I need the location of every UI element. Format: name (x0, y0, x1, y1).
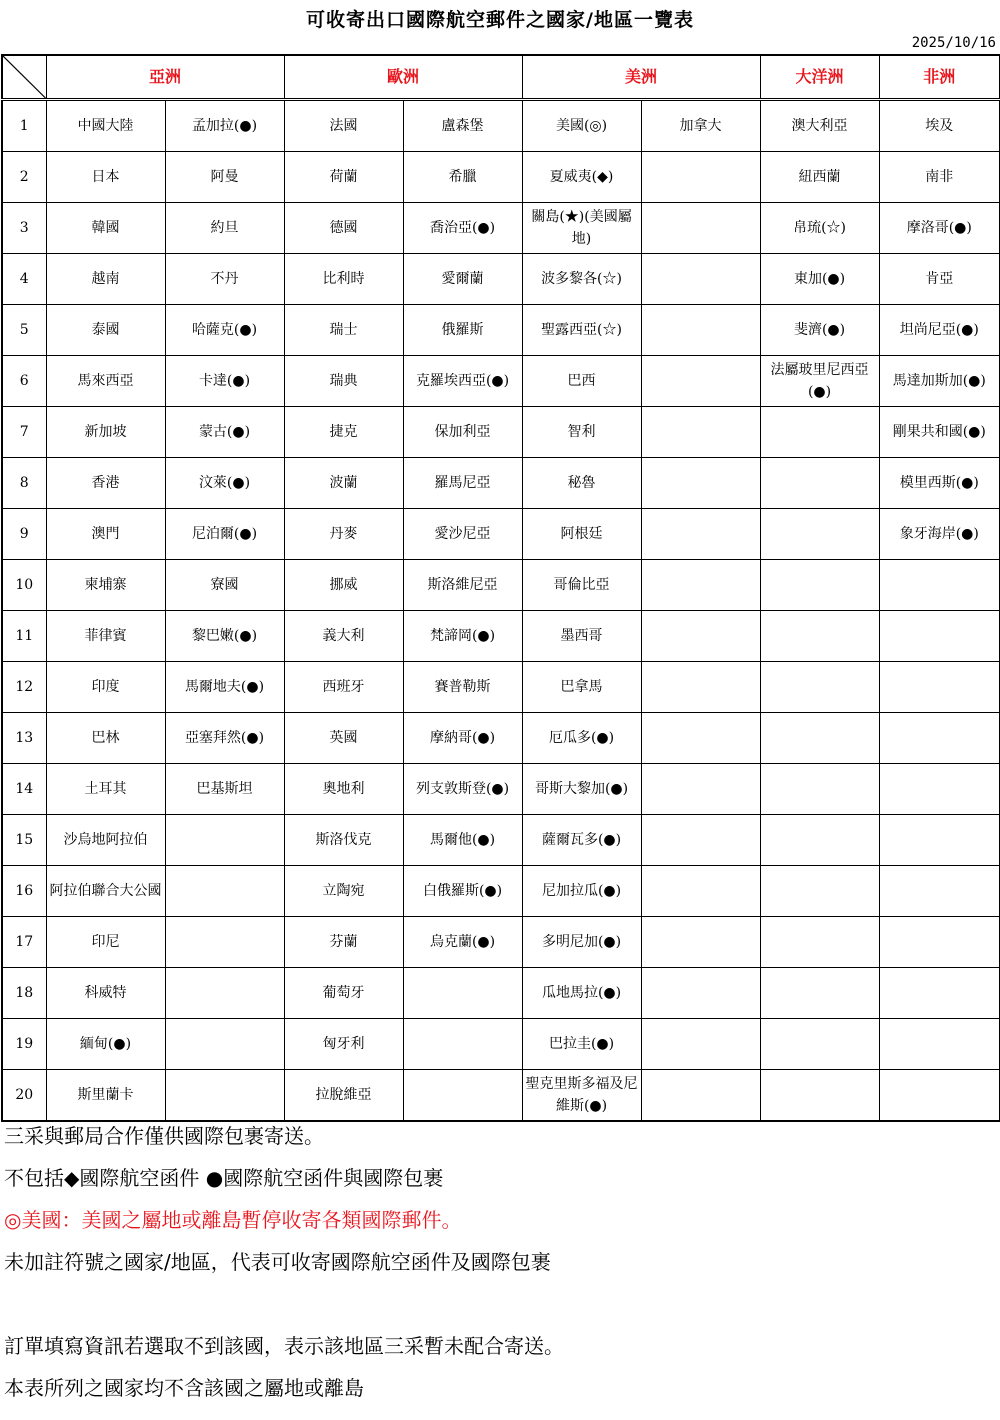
country-cell: 墨西哥 (522, 611, 641, 662)
row-number: 12 (2, 662, 46, 713)
row-number: 14 (2, 764, 46, 815)
country-cell: 泰國 (46, 305, 165, 356)
table-row (2, 713, 1000, 764)
country-cell (641, 815, 760, 866)
country-cell: 智利 (522, 407, 641, 458)
country-cell: 葡萄牙 (284, 968, 403, 1019)
country-cell: 寮國 (165, 560, 284, 611)
country-cell: 汶萊(●) (165, 458, 284, 509)
country-cell: 哥倫比亞 (522, 560, 641, 611)
country-cell: 東加(●) (760, 254, 879, 305)
country-cell: 阿根廷 (522, 509, 641, 560)
header-row (2, 55, 1000, 100)
country-cell (879, 662, 1000, 713)
country-cell: 夏威夷(◆) (522, 152, 641, 203)
country-cell: 卡達(●) (165, 356, 284, 407)
country-cell (760, 1019, 879, 1070)
country-cell: 韓國 (46, 203, 165, 254)
country-cell: 新加坡 (46, 407, 165, 458)
country-cell (760, 917, 879, 968)
note-1: 三采與郵局合作僅供國際包裹寄送。 (4, 1124, 324, 1148)
table-row (2, 1070, 1000, 1122)
row-number: 3 (2, 203, 46, 254)
header-oceania: 大洋洲 (760, 55, 879, 100)
country-cell (879, 713, 1000, 764)
country-cell: 馬爾地夫(●) (165, 662, 284, 713)
country-cell: 尼加拉瓜(●) (522, 866, 641, 917)
diagonal-line-icon (3, 56, 46, 98)
country-cell: 斯洛伐克 (284, 815, 403, 866)
page-title: 可收寄出口國際航空郵件之國家/地區一覽表 (306, 9, 694, 31)
country-cell: 香港 (46, 458, 165, 509)
country-cell: 印度 (46, 662, 165, 713)
table-row (2, 407, 1000, 458)
country-cell: 奧地利 (284, 764, 403, 815)
country-cell: 南非 (879, 152, 1000, 203)
country-cell: 列支敦斯登(●) (403, 764, 522, 815)
country-cell: 哥斯大黎加(●) (522, 764, 641, 815)
table-row (2, 254, 1000, 305)
country-cell: 摩洛哥(●) (879, 203, 1000, 254)
country-cell: 丹麥 (284, 509, 403, 560)
country-cell (641, 968, 760, 1019)
header-africa: 非洲 (879, 55, 1000, 100)
country-cell (641, 713, 760, 764)
country-cell (879, 815, 1000, 866)
country-cell: 波蘭 (284, 458, 403, 509)
country-cell: 義大利 (284, 611, 403, 662)
table-row (2, 662, 1000, 713)
table-row (2, 356, 1000, 407)
country-cell (165, 1070, 284, 1122)
country-cell: 斯里蘭卡 (46, 1070, 165, 1122)
country-cell: 羅馬尼亞 (403, 458, 522, 509)
country-cell: 梵諦岡(●) (403, 611, 522, 662)
table-row (2, 152, 1000, 203)
country-cell (165, 815, 284, 866)
country-cell: 法國 (284, 100, 403, 152)
country-cell (760, 662, 879, 713)
country-cell (641, 458, 760, 509)
country-cell (879, 917, 1000, 968)
country-cell: 白俄羅斯(●) (403, 866, 522, 917)
country-cell: 聖露西亞(☆) (522, 305, 641, 356)
country-cell: 巴拿馬 (522, 662, 641, 713)
country-cell: 馬來西亞 (46, 356, 165, 407)
table-row (2, 866, 1000, 917)
header-asia: 亞洲 (46, 55, 284, 100)
country-cell: 厄瓜多(●) (522, 713, 641, 764)
country-cell: 越南 (46, 254, 165, 305)
country-cell: 澳門 (46, 509, 165, 560)
country-cell: 匈牙利 (284, 1019, 403, 1070)
country-cell: 巴基斯坦 (165, 764, 284, 815)
country-cell (760, 1070, 879, 1122)
table-row (2, 458, 1000, 509)
country-cell (760, 509, 879, 560)
row-number: 13 (2, 713, 46, 764)
table-row (2, 1019, 1000, 1070)
country-cell: 坦尚尼亞(●) (879, 305, 1000, 356)
row-number: 11 (2, 611, 46, 662)
country-cell: 愛爾蘭 (403, 254, 522, 305)
country-cell (879, 1070, 1000, 1122)
note-3: ◎美國：美國之屬地或離島暫停收寄各類國際郵件。 (4, 1208, 462, 1232)
country-cell: 澳大利亞 (760, 100, 879, 152)
country-cell (760, 764, 879, 815)
country-cell: 帛琉(☆) (760, 203, 879, 254)
country-cell: 亞塞拜然(●) (165, 713, 284, 764)
country-cell: 喬治亞(●) (403, 203, 522, 254)
country-cell: 馬達加斯加(●) (879, 356, 1000, 407)
row-number: 10 (2, 560, 46, 611)
country-cell: 巴林 (46, 713, 165, 764)
country-cell: 土耳其 (46, 764, 165, 815)
table-row (2, 509, 1000, 560)
table-row (2, 917, 1000, 968)
table-row (2, 968, 1000, 1019)
country-cell (641, 917, 760, 968)
table-row (2, 305, 1000, 356)
table-row (2, 100, 1000, 152)
table-row (2, 764, 1000, 815)
country-cell: 烏克蘭(●) (403, 917, 522, 968)
country-cell: 馬爾他(●) (403, 815, 522, 866)
country-cell: 比利時 (284, 254, 403, 305)
country-cell (879, 560, 1000, 611)
corner-cell (2, 55, 46, 100)
country-cell: 不丹 (165, 254, 284, 305)
date-label: 2025/10/16 (911, 35, 996, 51)
header-americas: 美洲 (522, 55, 760, 100)
country-cell: 賽普勒斯 (403, 662, 522, 713)
country-cell (760, 458, 879, 509)
country-cell: 挪威 (284, 560, 403, 611)
country-cell: 保加利亞 (403, 407, 522, 458)
country-cell: 拉脫維亞 (284, 1070, 403, 1122)
country-cell (760, 407, 879, 458)
country-cell (165, 866, 284, 917)
country-cell: 科威特 (46, 968, 165, 1019)
row-number: 1 (2, 100, 46, 152)
row-number: 19 (2, 1019, 46, 1070)
country-cell: 瑞士 (284, 305, 403, 356)
country-cell (403, 1019, 522, 1070)
country-cell: 克羅埃西亞(●) (403, 356, 522, 407)
note-6: 本表所列之國家均不含該國之屬地或離島 (4, 1376, 364, 1400)
country-cell: 哈薩克(●) (165, 305, 284, 356)
country-cell (641, 764, 760, 815)
country-cell (165, 968, 284, 1019)
country-cell: 柬埔寨 (46, 560, 165, 611)
country-cell: 緬甸(●) (46, 1019, 165, 1070)
country-cell: 愛沙尼亞 (403, 509, 522, 560)
row-number: 2 (2, 152, 46, 203)
country-cell: 孟加拉(●) (165, 100, 284, 152)
country-cell: 紐西蘭 (760, 152, 879, 203)
country-cell: 法屬玻里尼西亞(●) (760, 356, 879, 407)
country-cell: 巴西 (522, 356, 641, 407)
country-cell: 希臘 (403, 152, 522, 203)
country-cell: 尼泊爾(●) (165, 509, 284, 560)
country-cell: 芬蘭 (284, 917, 403, 968)
row-number: 17 (2, 917, 46, 968)
country-cell: 加拿大 (641, 100, 760, 152)
country-cell: 象牙海岸(●) (879, 509, 1000, 560)
country-cell (641, 611, 760, 662)
country-cell: 瑞典 (284, 356, 403, 407)
country-cell: 俄羅斯 (403, 305, 522, 356)
row-number: 18 (2, 968, 46, 1019)
country-cell (641, 560, 760, 611)
table-row (2, 560, 1000, 611)
country-cell (165, 1019, 284, 1070)
country-cell (165, 917, 284, 968)
country-cell (879, 1019, 1000, 1070)
country-cell (641, 254, 760, 305)
country-cell: 日本 (46, 152, 165, 203)
country-cell (879, 611, 1000, 662)
row-number: 20 (2, 1070, 46, 1122)
row-number: 9 (2, 509, 46, 560)
table-row (2, 611, 1000, 662)
country-cell (760, 611, 879, 662)
country-cell (760, 560, 879, 611)
country-cell: 盧森堡 (403, 100, 522, 152)
country-cell (403, 968, 522, 1019)
country-cell (641, 1070, 760, 1122)
country-cell: 阿拉伯聯合大公國 (46, 866, 165, 917)
country-cell: 埃及 (879, 100, 1000, 152)
country-cell: 斯洛維尼亞 (403, 560, 522, 611)
country-cell: 黎巴嫩(●) (165, 611, 284, 662)
table-row (2, 815, 1000, 866)
country-cell: 立陶宛 (284, 866, 403, 917)
row-number: 6 (2, 356, 46, 407)
country-cell: 秘魯 (522, 458, 641, 509)
country-cell (641, 203, 760, 254)
country-cell (641, 1019, 760, 1070)
country-cell: 菲律賓 (46, 611, 165, 662)
country-cell (760, 713, 879, 764)
header-europe: 歐洲 (284, 55, 522, 100)
country-cell (641, 866, 760, 917)
country-cell (641, 356, 760, 407)
row-number: 8 (2, 458, 46, 509)
country-cell: 捷克 (284, 407, 403, 458)
country-cell: 關島(★)(美國屬地) (522, 203, 641, 254)
country-cell (641, 305, 760, 356)
country-cell: 約旦 (165, 203, 284, 254)
country-cell (403, 1070, 522, 1122)
country-cell: 美國(◎) (522, 100, 641, 152)
country-cell (760, 968, 879, 1019)
country-cell: 剛果共和國(●) (879, 407, 1000, 458)
country-cell: 瓜地馬拉(●) (522, 968, 641, 1019)
country-cell: 巴拉圭(●) (522, 1019, 641, 1070)
row-number: 7 (2, 407, 46, 458)
country-cell (879, 866, 1000, 917)
country-cell: 肯亞 (879, 254, 1000, 305)
country-cell (760, 815, 879, 866)
row-number: 4 (2, 254, 46, 305)
country-cell (641, 509, 760, 560)
row-number: 16 (2, 866, 46, 917)
country-cell: 荷蘭 (284, 152, 403, 203)
country-cell: 中國大陸 (46, 100, 165, 152)
note-4: 未加註符號之國家/地區，代表可收寄國際航空函件及國際包裹 (4, 1250, 551, 1274)
country-cell: 蒙古(●) (165, 407, 284, 458)
country-cell: 斐濟(●) (760, 305, 879, 356)
country-cell (879, 968, 1000, 1019)
country-cell: 摩納哥(●) (403, 713, 522, 764)
country-cell: 波多黎各(☆) (522, 254, 641, 305)
country-cell: 西班牙 (284, 662, 403, 713)
country-cell (641, 407, 760, 458)
country-cell: 薩爾瓦多(●) (522, 815, 641, 866)
country-cell: 德國 (284, 203, 403, 254)
country-cell (641, 662, 760, 713)
row-number: 5 (2, 305, 46, 356)
country-cell: 模里西斯(●) (879, 458, 1000, 509)
country-cell: 英國 (284, 713, 403, 764)
country-cell: 沙烏地阿拉伯 (46, 815, 165, 866)
country-table (1, 54, 1000, 1122)
note-5: 訂單填寫資訊若選取不到該國，表示該地區三采暫未配合寄送。 (4, 1334, 564, 1358)
country-cell: 聖克里斯多福及尼維斯(●) (522, 1070, 641, 1122)
table-row (2, 203, 1000, 254)
country-cell (641, 152, 760, 203)
row-number: 15 (2, 815, 46, 866)
note-2: 不包括◆國際航空函件 ●國際航空函件與國際包裹 (4, 1166, 444, 1190)
country-cell: 多明尼加(●) (522, 917, 641, 968)
country-cell: 印尼 (46, 917, 165, 968)
country-cell: 阿曼 (165, 152, 284, 203)
country-cell (879, 764, 1000, 815)
country-cell (760, 866, 879, 917)
